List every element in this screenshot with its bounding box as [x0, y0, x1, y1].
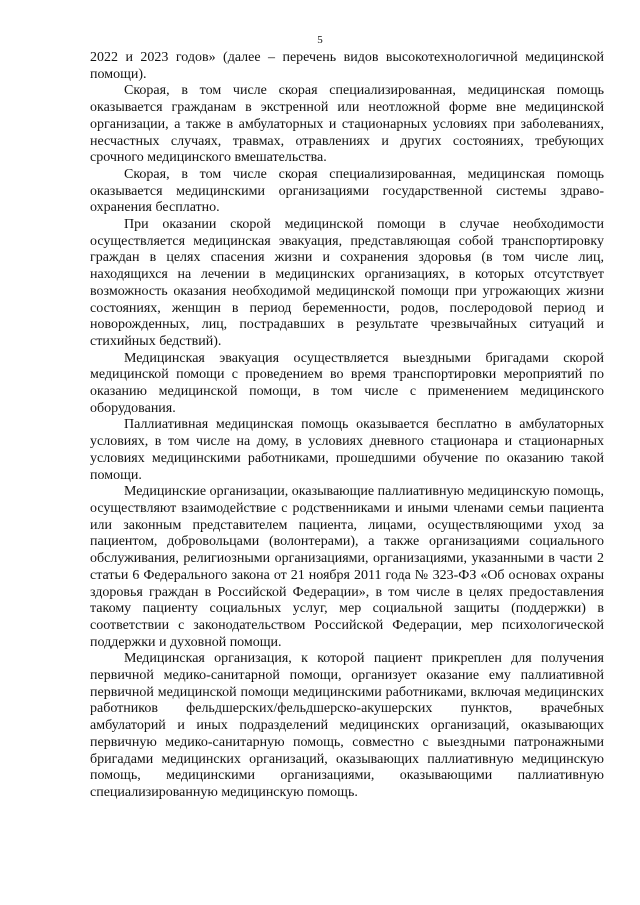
paragraph-1-continuation: 2022 и 2023 годов» (далее – перечень видов высокотехнологичной медицинской помощи).: [90, 50, 604, 82]
paragraph-emergency-care-free: Скорая, в том числе скорая специализированная, медицинская помощь оказывается медицинскими организациями государственной системы здравоохранения бесплатно.: [90, 166, 604, 216]
paragraph-palliative-interaction: Медицинские организации, оказывающие паллиативную медицинскую помощь, осуществляют взаимодействие с родственниками и иными членами семьи пациента или законным представителем пациента, лицами, осуществляющими уход за пациентом, добровольцами (волонтерами), а также организациями социального обслуживания, религиозными организациями, организациями, указанными в части 2 статьи 6 Федерального закона от 21 ноября 2011 года № 323-ФЗ «Об основах охраны здоровья граждан в Российской Федерации», в том числе в целях предоставления такому пациенту социальных услуг, мер социальной защиты (поддержки) в соответствии с законодательством Российской Федерации, мер психологической поддержки и духовной помощи.: [90, 484, 604, 650]
paragraph-evacuation-brigades: Медицинская эвакуация осуществляется выездными бригадами скорой медицинской помощи с проведением во время транспортировки мероприятий по оказанию медицинской помощи, в том числе с применением медицинского оборудования.: [90, 350, 604, 416]
page-number: 5: [317, 34, 323, 46]
paragraph-medical-evacuation: При оказании скорой медицинской помощи в случае необходимости осуществляется медицинская эвакуация, представляющая собой транспортировку граждан в целях спасения жизни и сохранения здоровья (в том числе лиц, находящихся на лечении в медицинских организациях, в которых отсутствует возможность оказания необходимой медицинской помощи при угрожающих жизни состояниях, женщин в период беременности, родов, послеродовой период и новорожденных, лиц, пострадавших в результате чрезвычайных ситуаций и стихийных бедствий).: [90, 217, 604, 349]
body-text: [90, 50, 604, 802]
paragraph-emergency-care-conditions: Скорая, в том числе скорая специализированная, медицинская помощь оказывается гражданам в экстренной или неотложной форме вне медицинской организации, а также в амбулаторных и стационарных условиях при заболеваниях, несчастных случаях, травмах, отравлениях и других состояниях, требующих срочного медицинского вмешательства.: [90, 83, 604, 166]
paragraph-primary-palliative-care: Медицинская организация, к которой пациент прикреплен для получения первичной медико-санитарной помощи, организует оказание ему паллиативной первичной медицинской помощи медицинскими работниками, включая медицинских работников фельдшерских/фельдшерско-акушерских пунктов, врачебных амбулаторий и иных подразделений медицинских организаций, оказывающих первичную медико-санитарную помощь, совместно с выездными патронажными бригадами медицинских организаций, оказывающих паллиативную медицинскую помощь, медицинскими организациями, оказывающими паллиативную специализированную медицинскую помощь.: [90, 651, 604, 800]
paragraph-palliative-care-free: Паллиативная медицинская помощь оказывается бесплатно в амбулаторных условиях, в том числе на дому, в условиях дневного стационара и стационарных условиях медицинскими работниками, прошедшими обучение по оказанию такой помощи.: [90, 417, 604, 483]
